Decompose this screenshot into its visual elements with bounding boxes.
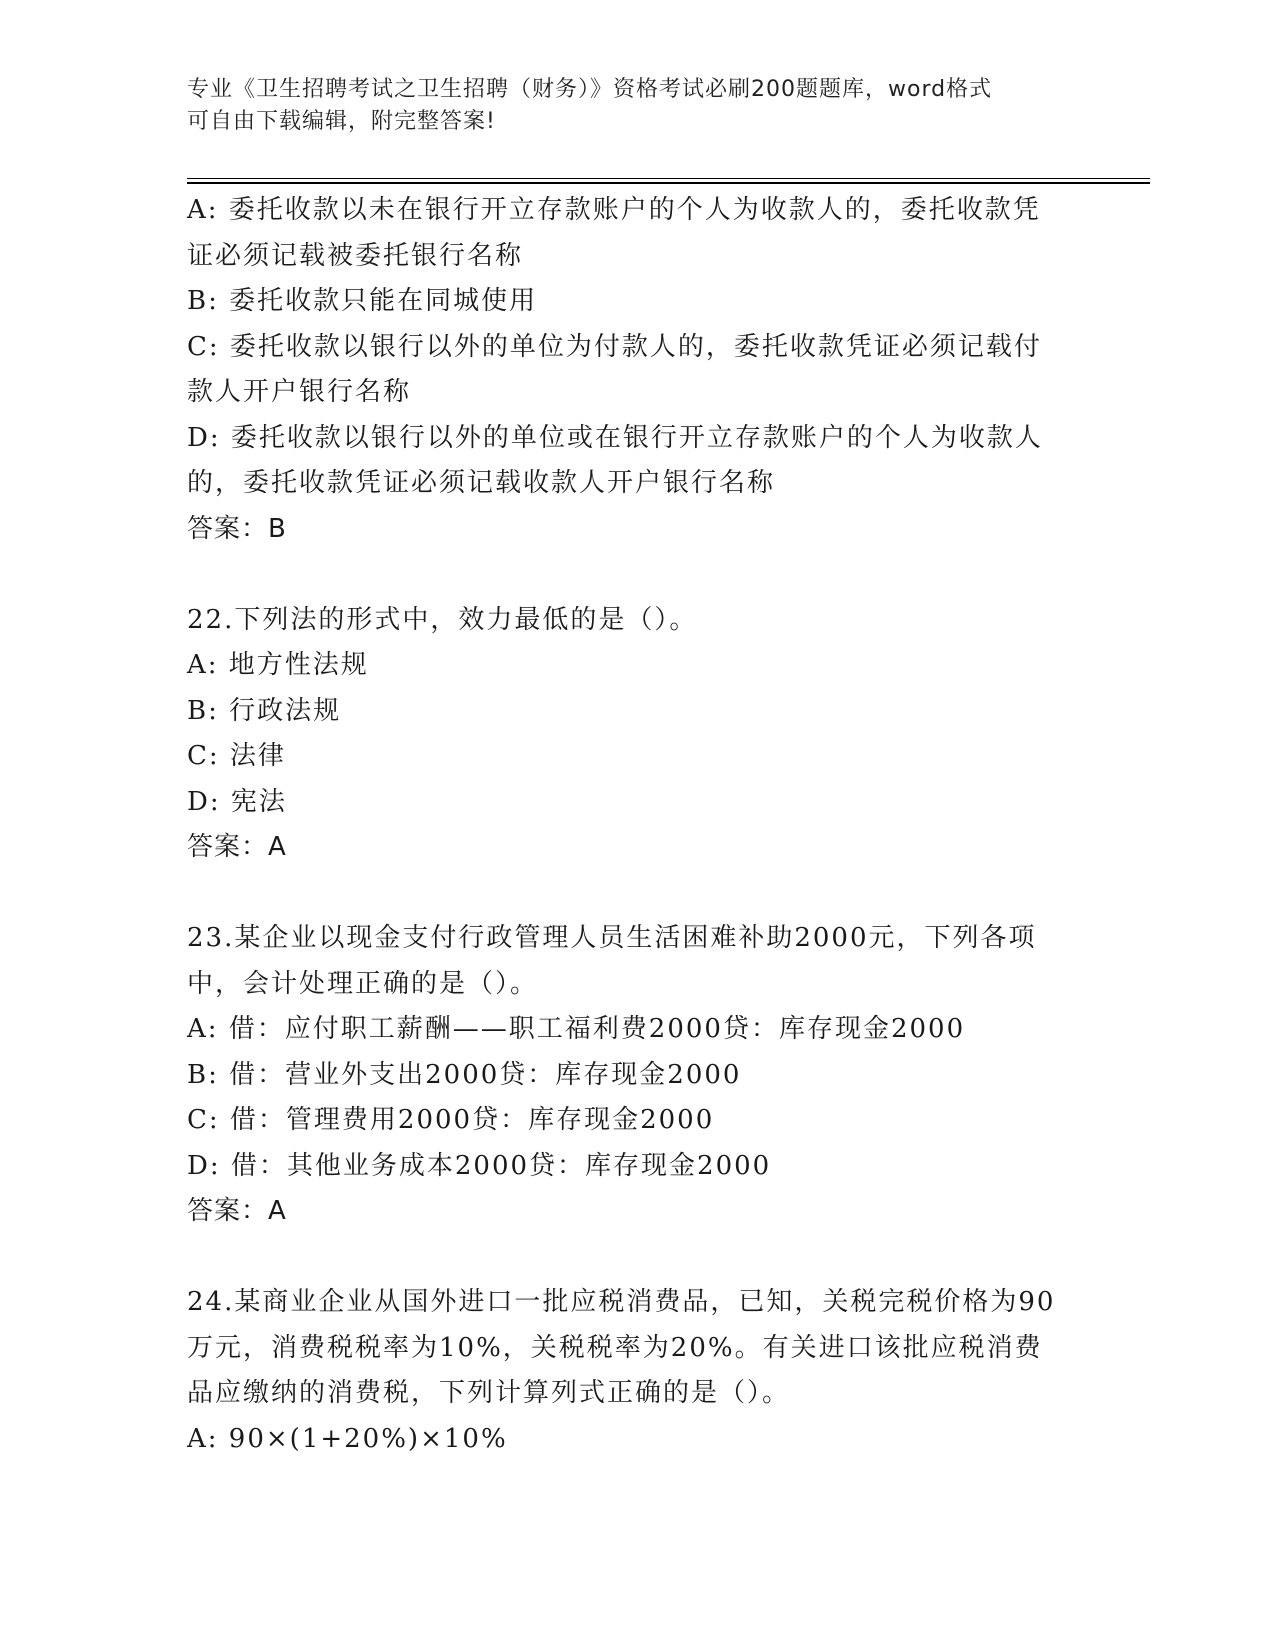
q22-option-a: A: 地方性法规 (187, 650, 369, 680)
q22-option-d: D: 宪法 (187, 786, 287, 817)
q23-option-b: B: 借：营业外支出2000贷：库存现金2000 (187, 1059, 742, 1090)
q22-question: 22.下列法的形式中，效力最低的是（）。 (187, 604, 698, 635)
q23-option-d: D: 借：其他业务成本2000贷：库存现金2000 (187, 1150, 772, 1181)
q21-answer: 答案：B (187, 513, 287, 544)
spacer (187, 1235, 1082, 1281)
question-23 (187, 916, 1082, 1235)
document-header (187, 74, 1087, 138)
header-divider-thick (187, 182, 1150, 184)
header-divider-thin (187, 178, 1150, 179)
q24-question-line-1: 24.某商业企业从国外进口一批应税消费品，已知，关税完税价格为90 (187, 1287, 1056, 1317)
q22-answer: 答案：A (187, 832, 287, 862)
question-22 (187, 598, 1082, 871)
q22-option-b: B: 行政法规 (187, 695, 342, 726)
q23-answer: 答案：A (187, 1196, 287, 1226)
header-title-line-2: 可自由下载编辑，附完整答案! (187, 109, 496, 134)
q21-option-d-line-2: 的，委托收款凭证必须记载收款人开户银行名称 (187, 468, 776, 498)
q24-question-line-3: 品应缴纳的消费税，下列计算列式正确的是（）。 (187, 1378, 791, 1408)
q24-question-line-2: 万元，消费税税率为10%，关税税率为20%。有关进口该批应税消费 (187, 1332, 1043, 1363)
q21-option-a-line-1: A: 委托收款以未在银行开立存款账户的个人为收款人的，委托收款凭 (187, 195, 1041, 225)
q23-option-a: A: 借：应付职工薪酬——职工福利费2000贷：库存现金2000 (187, 1014, 966, 1044)
question-21 (187, 188, 1082, 552)
question-content (187, 188, 1082, 1462)
q21-option-b: B: 委托收款只能在同城使用 (187, 286, 538, 316)
q21-option-a-line-2: 证必须记载被委托银行名称 (187, 240, 524, 271)
q22-option-c: C: 法律 (187, 741, 286, 771)
q23-option-c: C: 借：管理费用2000贷：库存现金2000 (187, 1105, 715, 1135)
q21-option-d-line-1: D: 委托收款以银行以外的单位或在银行开立存款账户的个人为收款人 (187, 422, 1043, 453)
spacer (187, 871, 1082, 917)
q21-option-c-line-2: 款人开户银行名称 (187, 377, 412, 407)
q23-question-line-2: 中，会计处理正确的是（）。 (187, 968, 539, 999)
q21-option-c-line-1: C: 委托收款以银行以外的单位为付款人的，委托收款凭证必须记载付 (187, 331, 1042, 362)
spacer (187, 552, 1082, 598)
q24-option-a: A: 90×(1+20%)×10% (187, 1423, 508, 1454)
question-24 (187, 1280, 1082, 1462)
q23-question-line-1: 23.某企业以现金支付行政管理人员生活困难补助2000元，下列各项 (187, 923, 1037, 953)
header-title-line-1: 专业《卫生招聘考试之卫生招聘（财务）》资格考试必刷200题题库，word格式 (187, 77, 993, 102)
